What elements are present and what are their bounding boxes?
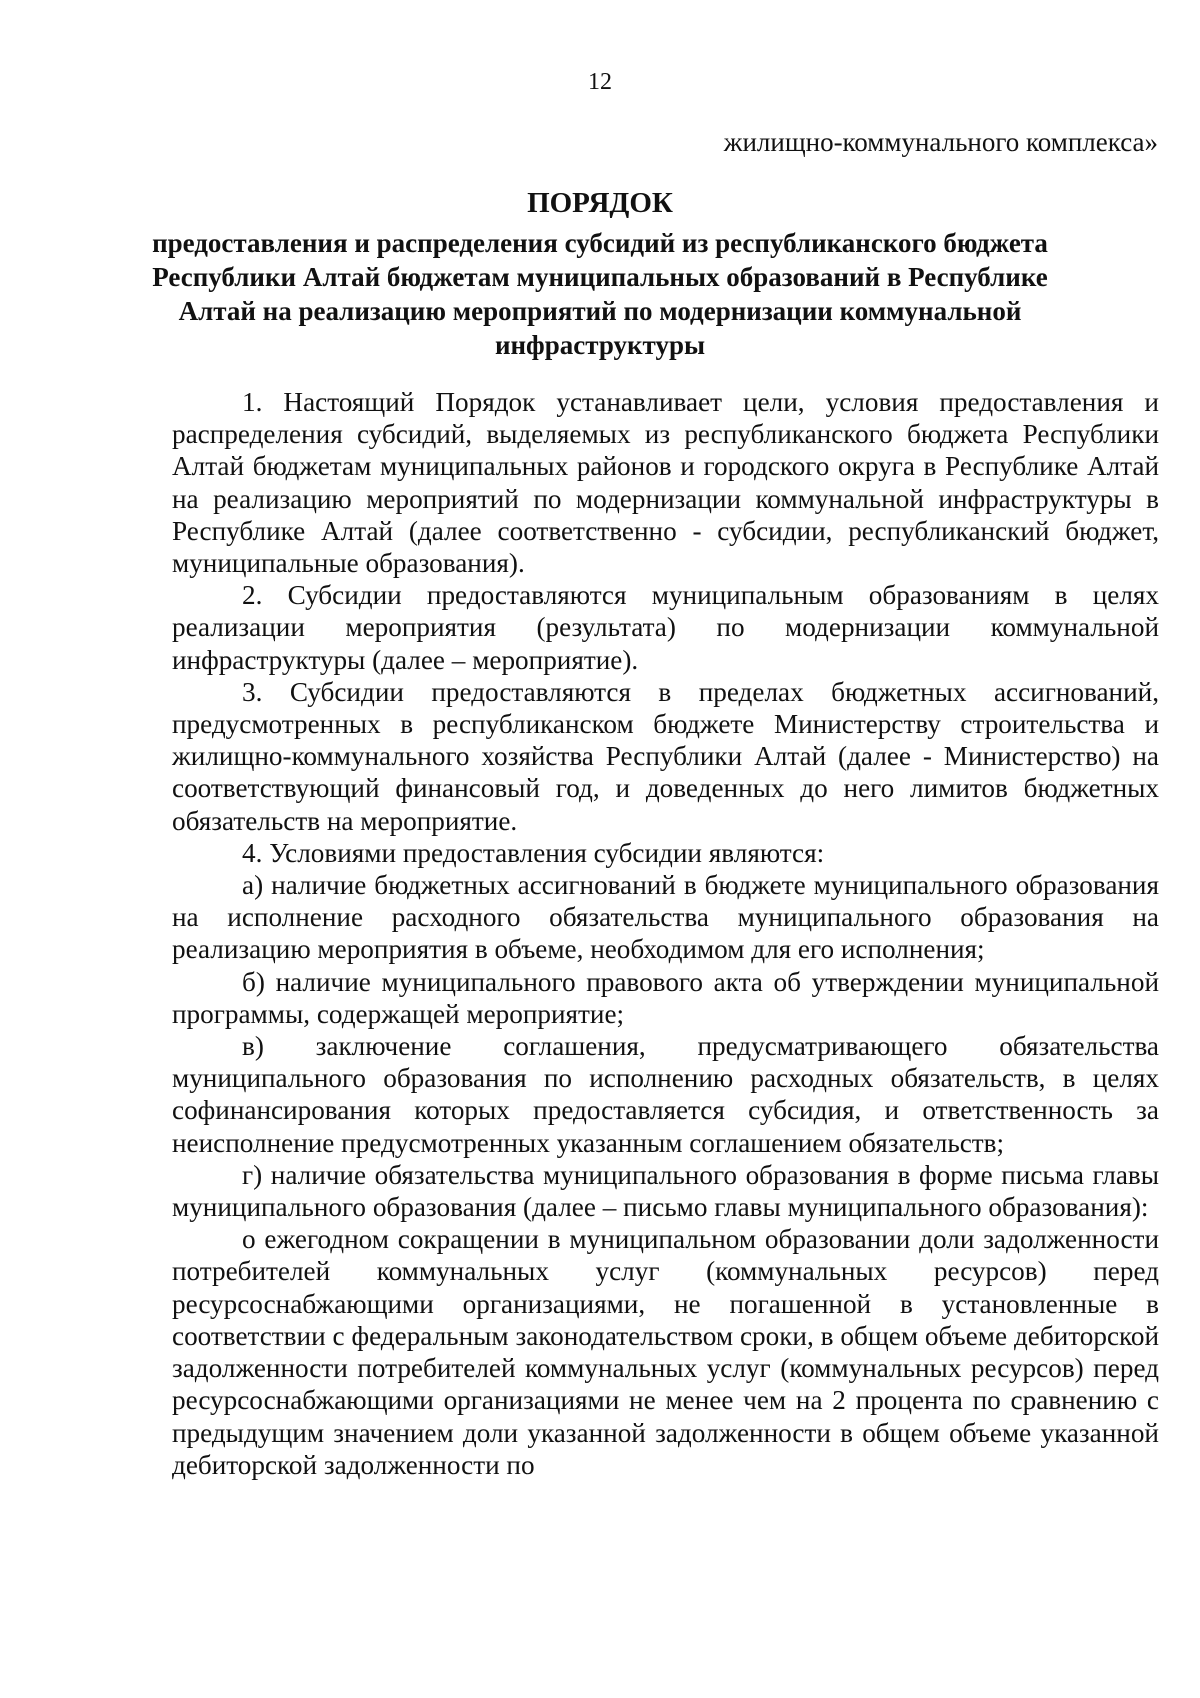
paragraph-4a: а) наличие бюджетных ассигнований в бюджете муниципального образования на исполнение расходного обязательства муниципального образования на реализацию мероприятия в объеме, необходимом для его исполнения;: [172, 870, 1159, 965]
page-number: 12: [588, 69, 612, 95]
document-title: ПОРЯДОК: [527, 187, 673, 219]
document-subtitle: предоставления и распределения субсидий из республиканского бюджета Республики Алтай бюджетам муниципальных образований в Республике Алтай на реализацию мероприятий по модернизации коммунальной инфраструктуры: [152, 228, 1048, 360]
paragraph-2: 2. Субсидии предоставляются муниципальным образованиям в целях реализации мероприятия (результата) по модернизации коммунальной инфраструктуры (далее – мероприятие).: [172, 580, 1159, 675]
document-body: [172, 386, 1159, 1481]
paragraph-4g-obligation: о ежегодном сокращении в муниципальном образовании доли задолженности потребителей коммунальных услуг (коммунальных ресурсов) перед ресурсоснабжающими организациями, не погашенной в установленные в соответствии с федеральным законодательством сроки, в общем объеме дебиторской задолженности потребителей коммунальных услуг (коммунальных ресурсов) перед ресурсоснабжающими организациями не менее чем на 2 процента по сравнению с предыдущим значением доли указанной задолженности в общем объеме указанной дебиторской задолженности по: [172, 1224, 1159, 1480]
paragraph-4g: г) наличие обязательства муниципального образования в форме письма главы муниципального образования (далее – письмо главы муниципального образования):: [172, 1159, 1159, 1223]
paragraph-1: 1. Настоящий Порядок устанавливает цели, условия предоставления и распределения субсидий, выделяемых из республиканского бюджета Республики Алтай бюджетам муниципальных районов и городского округа в Республике Алтай на реализацию мероприятий по модернизации коммунальной инфраструктуры в Республике Алтай (далее соответственно - субсидии, республиканский бюджет, муниципальные образования).: [172, 387, 1159, 579]
header-continuation-text: жилищно-коммунального комплекса»: [723, 127, 1158, 157]
paragraph-4b: б) наличие муниципального правового акта об утверждении муниципальной программы, содержащей мероприятие;: [172, 966, 1159, 1029]
paragraph-3: 3. Субсидии предоставляются в пределах бюджетных ассигнований, предусмотренных в республиканском бюджете Министерству строительства и жилищно-коммунального хозяйства Республики Алтай (далее - Министерство) на соответствующий финансовый год, и доведенных до него лимитов бюджетных обязательств на мероприятие.: [172, 676, 1159, 836]
paragraph-4: 4. Условиями предоставления субсидии являются:: [242, 837, 825, 868]
paragraph-4v: в) заключение соглашения, предусматривающего обязательства муниципального образования по исполнению расходных обязательств, в целях софинансирования которых предоставляется субсидия, и ответственность за неисполнение предусмотренных указанным соглашением обязательств;: [172, 1031, 1159, 1158]
